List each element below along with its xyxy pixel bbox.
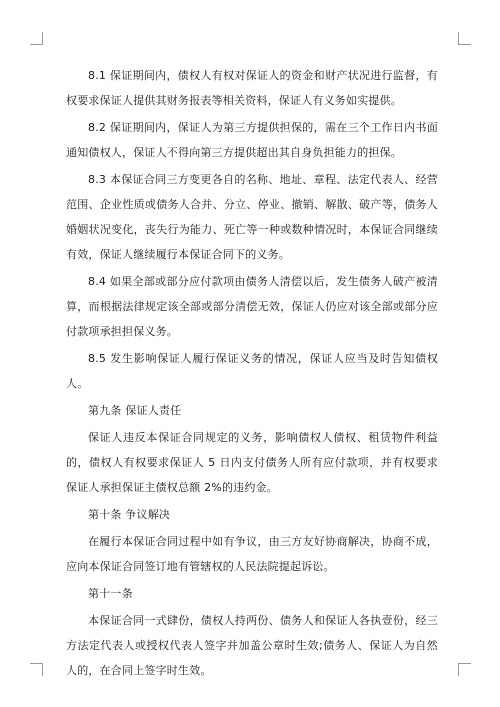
article-10-heading: 第十条 争议解决	[88, 508, 171, 521]
clause-8-4: 8.4 如果全部或部分应付款项由债务人清偿以后，发生债务人破产被清算，而根据法律规定该全部或部分清偿无效，保证人仍应对该全部或部分应付款项承担担保义务。	[66, 275, 438, 338]
article-9-heading: 第九条 保证人责任	[88, 404, 182, 417]
crop-mark-top-right	[458, 32, 471, 45]
article-10-body: 在履行本保证合同过程中如有争议，由三方友好协商解决，协商不成，应向本保证合同签订地有管辖权的人民法院提起诉讼。	[66, 535, 438, 573]
crop-mark-bottom-left	[30, 663, 43, 676]
clause-8-5: 8.5 发生影响保证人履行保证义务的情况，保证人应当及时告知债权人。	[66, 352, 438, 390]
article-11-heading: 第十一条	[88, 587, 133, 600]
clause-8-1: 8.1 保证期间内，债权人有权对保证人的资金和财产状况进行监督，有权要求保证人提供其财务报表等相关资料，保证人有义务如实提供。	[66, 69, 438, 107]
crop-mark-bottom-right	[458, 663, 471, 676]
clause-8-3: 8.3 本保证合同三方变更各自的名称、地址、章程、法定代表人、经营范围、企业性质或债务人合并、分立、停业、撤销、解散、破产等，债务人婚姻状况变化，丧失行为能力、死亡等一种或数种情况时，本保证合同继续有效，保证人继续履行本保证合同下的义务。	[66, 173, 438, 261]
document-body	[66, 63, 438, 685]
crop-mark-top-left	[30, 32, 43, 45]
clause-8-2: 8.2 保证期间内，保证人为第三方提供担保的，需在三个工作日内书面通知债权人，保证人不得向第三方提供超出其自身负担能力的担保。	[66, 121, 438, 159]
article-11-body: 本保证合同一式肆份，债权人持两份、债务人和保证人各执壹份，经三方法定代表人或授权代表人签字并加盖公章时生效;债务人、保证人为自然人的，在合同上签字时生效。	[66, 614, 438, 677]
article-9-body: 保证人违反本保证合同规定的义务，影响债权人债权、租赁物件利益的，债权人有权要求保证人 5 日内支付债务人所有应付款项，并有权要求保证人承担保证主债权总额 2%的违约金。	[66, 431, 438, 494]
